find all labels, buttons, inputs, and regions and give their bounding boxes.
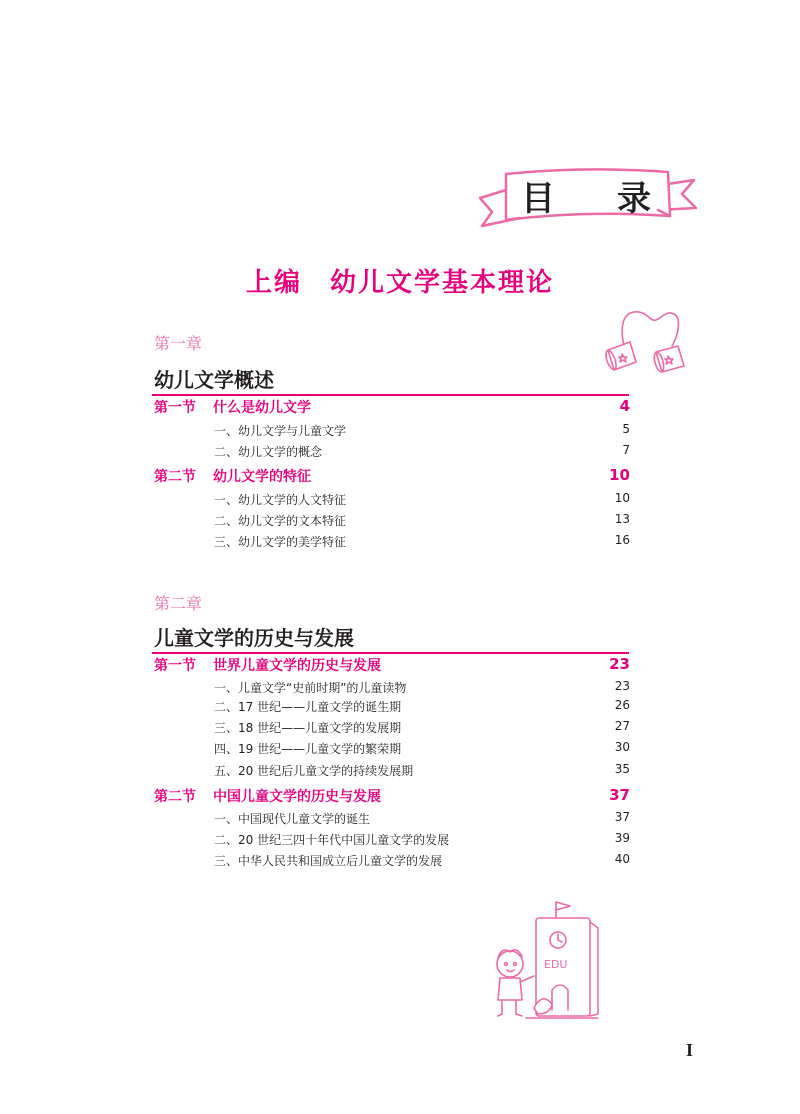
toc-title-char-2: 录 — [617, 178, 651, 219]
item-page: 5 — [622, 422, 630, 436]
cup-phone-icon — [594, 306, 690, 382]
item-page: 16 — [614, 533, 630, 547]
section-page: 4 — [619, 397, 630, 415]
section-number: 第二节 — [154, 789, 196, 805]
section-page: 37 — [609, 786, 630, 804]
chapter-2-label: 第二章 — [154, 594, 203, 613]
item-title: 二、17 世纪——儿童文学的诞生期 — [214, 700, 402, 714]
part-title: 上编 幼儿文学基本理论 — [245, 268, 554, 298]
item-page: 27 — [614, 719, 630, 733]
section-title: 中国儿童文学的历史与发展 — [213, 789, 381, 805]
toc-item[interactable] — [214, 698, 630, 716]
toc-item[interactable] — [214, 740, 630, 758]
section-page: 10 — [609, 466, 630, 484]
toc-item[interactable] — [214, 762, 630, 780]
toc-item[interactable] — [214, 443, 630, 461]
item-page: 23 — [614, 679, 630, 693]
page-number: I — [686, 1040, 694, 1060]
toc-item[interactable] — [214, 852, 630, 870]
item-title: 四、19 世纪——儿童文学的繁荣期 — [214, 742, 402, 756]
item-page: 7 — [622, 443, 630, 457]
toc-section-1-2[interactable] — [154, 466, 630, 486]
toc-item[interactable] — [214, 719, 630, 737]
item-title: 二、幼儿文学的概念 — [214, 445, 323, 459]
item-title: 一、儿童文学“史前时期”的儿童读物 — [214, 681, 407, 695]
chapter-2-rule — [152, 652, 629, 654]
toc-item[interactable] — [214, 533, 630, 551]
item-page: 37 — [614, 810, 630, 824]
item-title: 三、18 世纪——儿童文学的发展期 — [214, 721, 402, 735]
section-title: 什么是幼儿文学 — [213, 400, 311, 416]
item-page: 35 — [614, 762, 630, 776]
item-title: 一、中国现代儿童文学的诞生 — [214, 812, 371, 826]
section-number: 第二节 — [154, 469, 196, 485]
toc-item[interactable] — [214, 512, 630, 530]
item-title: 二、幼儿文学的文本特征 — [214, 514, 347, 528]
item-page: 13 — [614, 512, 630, 526]
toc-item[interactable] — [214, 422, 630, 440]
toc-section-1-1[interactable] — [154, 397, 630, 417]
toc-item[interactable] — [214, 831, 630, 849]
toc-section-2-1[interactable] — [154, 655, 630, 675]
section-number: 第一节 — [154, 658, 196, 674]
item-title: 五、20 世纪后儿童文学的持续发展期 — [214, 764, 414, 778]
toc-title — [521, 172, 651, 218]
toc-item[interactable] — [214, 810, 630, 828]
section-title: 世界儿童文学的历史与发展 — [213, 658, 381, 674]
toc-item[interactable] — [214, 679, 630, 697]
item-page: 26 — [614, 698, 630, 712]
item-page: 39 — [614, 831, 630, 845]
item-title: 一、幼儿文学的人文特征 — [214, 493, 347, 507]
item-page: 10 — [614, 491, 630, 505]
chapter-2-title: 儿童文学的历史与发展 — [154, 626, 354, 650]
chapter-1-title: 幼儿文学概述 — [154, 368, 274, 392]
section-page: 23 — [609, 655, 630, 673]
item-page: 30 — [614, 740, 630, 754]
item-title: 三、幼儿文学的美学特征 — [214, 535, 347, 549]
item-page: 40 — [614, 852, 630, 866]
chapter-1-label: 第一章 — [154, 334, 203, 353]
chapter-1-rule — [152, 394, 629, 396]
toc-section-2-2[interactable] — [154, 786, 630, 806]
section-title: 幼儿文学的特征 — [213, 469, 311, 485]
item-title: 二、20 世纪三四十年代中国儿童文学的发展 — [214, 833, 450, 847]
item-title: 三、中华人民共和国成立后儿童文学的发展 — [214, 854, 443, 868]
section-number: 第一节 — [154, 400, 196, 416]
toc-title-char-1: 目 — [521, 178, 555, 219]
toc-item[interactable] — [214, 491, 630, 509]
item-title: 一、幼儿文学与儿童文学 — [214, 424, 347, 438]
sign-text: EDU — [544, 958, 568, 971]
child-with-sign-illustration — [486, 896, 610, 1028]
